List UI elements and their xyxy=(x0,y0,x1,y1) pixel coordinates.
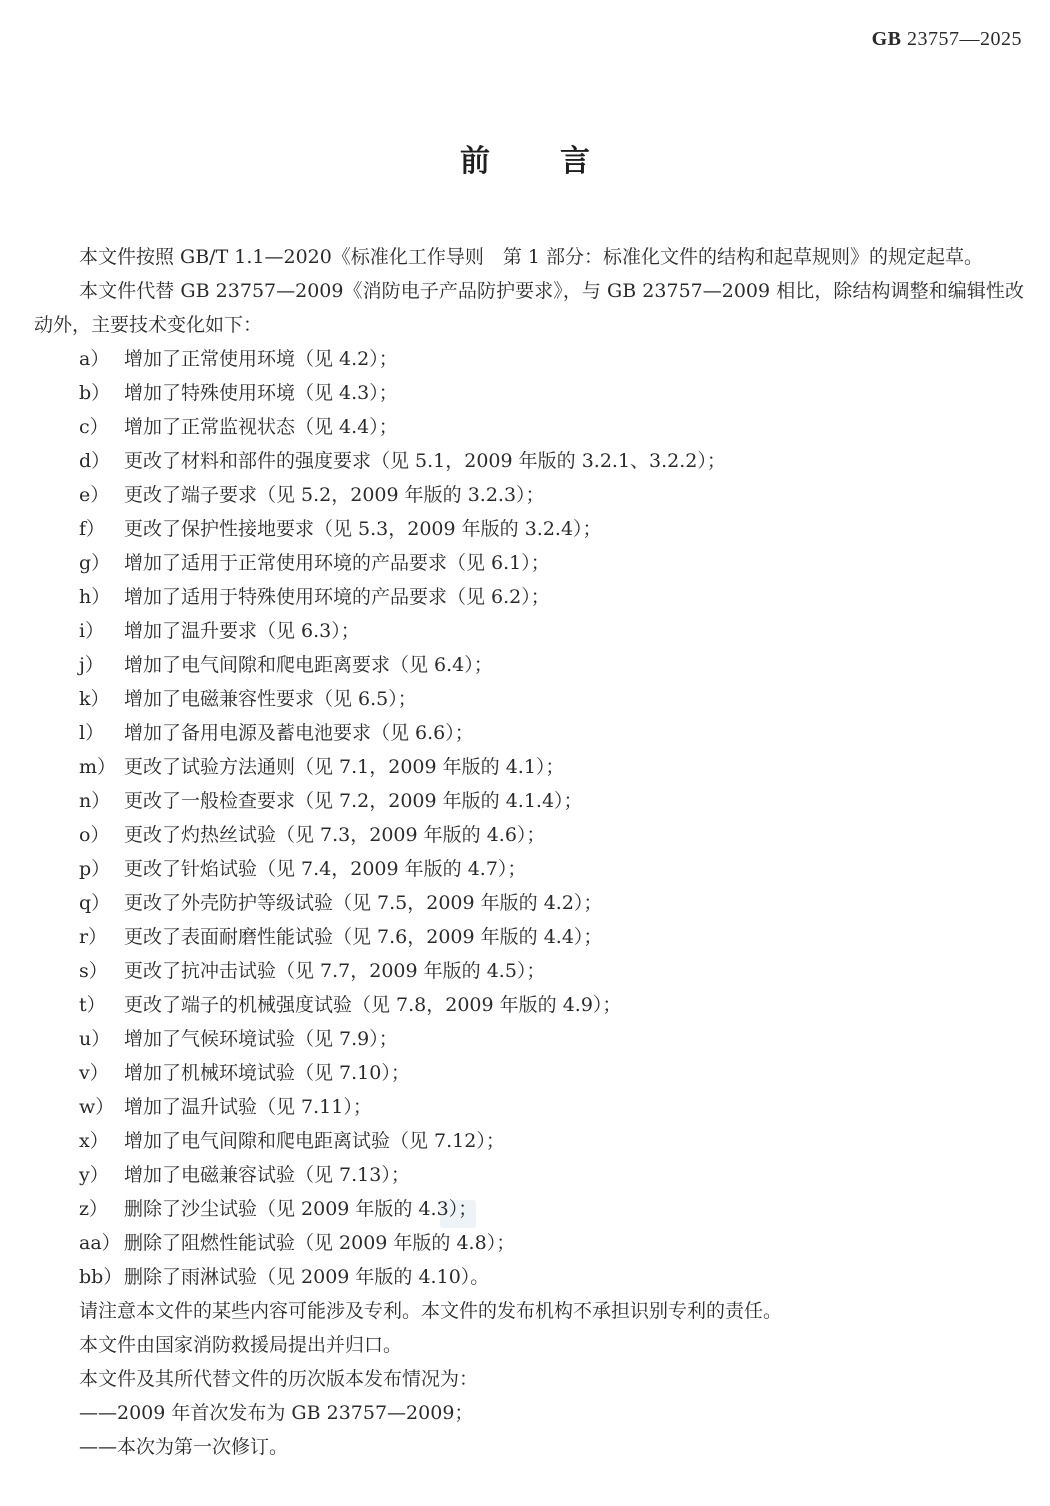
version-history-item: ——2009 年首次发布为 GB 23757—2009； xyxy=(79,1402,474,1424)
list-item xyxy=(79,342,1024,376)
list-item-marker: t） xyxy=(79,994,106,1016)
list-item-marker: y） xyxy=(79,1164,109,1186)
list-item-text: 增加了适用于正常使用环境的产品要求（见 6.1）； xyxy=(124,552,550,574)
list-item-text: 增加了备用电源及蓄电池要求（见 6.6）； xyxy=(124,722,474,744)
list-item-marker: m） xyxy=(79,756,117,778)
list-item-marker: h） xyxy=(79,586,111,608)
list-item-marker: l） xyxy=(79,722,105,744)
list-item-marker: f） xyxy=(79,518,106,540)
list-item xyxy=(79,818,1024,852)
list-item-text: 更改了试验方法通则（见 7.1，2009 年版的 4.1）； xyxy=(124,756,565,778)
list-item xyxy=(79,954,1024,988)
list-item xyxy=(79,410,1024,444)
list-item-text: 更改了表面耐磨性能试验（见 7.6，2009 年版的 4.4）； xyxy=(124,926,603,948)
list-item-text: 更改了外壳防护等级试验（见 7.5，2009 年版的 4.2）； xyxy=(124,892,603,914)
list-item xyxy=(79,546,1024,580)
list-item-text: 增加了电磁兼容性要求（见 6.5）； xyxy=(124,688,417,710)
version-history-item: ——本次为第一次修订。 xyxy=(79,1436,289,1458)
list-item-text: 更改了灼热丝试验（见 7.3，2009 年版的 4.6）； xyxy=(124,824,546,846)
list-item xyxy=(79,444,1024,478)
list-item-text: 更改了抗冲击试验（见 7.7，2009 年版的 4.5）； xyxy=(124,960,546,982)
list-item-marker: n） xyxy=(79,790,111,812)
list-item xyxy=(79,1056,1024,1090)
list-item-text: 更改了一般检查要求（见 7.2，2009 年版的 4.1.4）； xyxy=(124,790,583,812)
list-item-text: 增加了适用于特殊使用环境的产品要求（见 6.2）； xyxy=(124,586,550,608)
list-item-marker: c） xyxy=(79,416,109,438)
list-item xyxy=(79,716,1024,750)
list-item-marker: u） xyxy=(79,1028,111,1050)
list-item xyxy=(79,614,1024,648)
list-item xyxy=(79,376,1024,410)
list-item-marker: b） xyxy=(79,382,111,404)
list-item xyxy=(79,1226,1024,1260)
list-item xyxy=(79,1158,1024,1192)
list-item-text: 更改了材料和部件的强度要求（见 5.1，2009 年版的 3.2.1、3.2.2）； xyxy=(124,450,726,472)
list-item-text: 增加了正常监视状态（见 4.4）； xyxy=(124,416,398,438)
list-item-text: 增加了温升试验（见 7.11）； xyxy=(124,1096,372,1118)
version-history-heading: 本文件及其所代替文件的历次版本发布情况为： xyxy=(79,1368,479,1390)
standard-code: 23757—2025 xyxy=(907,28,1022,50)
list-item xyxy=(79,988,1024,1022)
list-item-text: 更改了保护性接地要求（见 5.3，2009 年版的 3.2.4）； xyxy=(124,518,602,540)
standard-number xyxy=(872,28,1022,51)
standard-prefix: GB xyxy=(871,28,902,50)
list-item-marker: e） xyxy=(79,484,110,506)
list-item-marker: w） xyxy=(79,1096,115,1118)
list-item-marker: v） xyxy=(79,1062,109,1084)
intro-paragraph-replacement: 本文件代替 GB 23757—2009《消防电子产品防护要求》，与 GB 23757—2009 相比，除结构调整和编辑性改动外，主要技术变化如下： xyxy=(34,280,1024,336)
proposer-statement: 本文件由国家消防救援局提出并归口。 xyxy=(79,1334,403,1356)
document-body xyxy=(34,240,1024,1464)
list-item-text: 更改了针焰试验（见 7.4，2009 年版的 4.7）； xyxy=(124,858,527,880)
list-item-text: 删除了雨淋试验（见 2009 年版的 4.10）。 xyxy=(124,1266,490,1288)
list-item-text: 增加了温升要求（见 6.3）； xyxy=(124,620,360,642)
list-item xyxy=(79,886,1024,920)
list-item-marker: q） xyxy=(79,892,111,914)
list-item-marker: r） xyxy=(79,926,108,948)
list-item-marker: aa） xyxy=(79,1232,121,1254)
list-item-text: 更改了端子要求（见 5.2，2009 年版的 3.2.3）； xyxy=(124,484,545,506)
list-item-text: 增加了气候环境试验（见 7.9）； xyxy=(124,1028,398,1050)
page-title: 前言 xyxy=(460,144,660,179)
list-item-text: 删除了阻燃性能试验（见 2009 年版的 4.8）； xyxy=(124,1232,516,1254)
list-item-marker: a） xyxy=(79,348,110,370)
list-item-text: 增加了特殊使用环境（见 4.3）； xyxy=(124,382,398,404)
patent-notice: 请注意本文件的某些内容可能涉及专利。本文件的发布机构不承担识别专利的责任。 xyxy=(79,1300,783,1322)
list-item-marker: o） xyxy=(79,824,110,846)
list-item xyxy=(79,682,1024,716)
list-item-marker: s） xyxy=(79,960,108,982)
list-item-marker: g） xyxy=(79,552,111,574)
list-item xyxy=(79,1090,1024,1124)
list-item xyxy=(79,580,1024,614)
list-item-text: 增加了电气间隙和爬电距离要求（见 6.4）； xyxy=(124,654,493,676)
list-item-marker: j） xyxy=(79,654,104,676)
list-item xyxy=(79,1022,1024,1056)
list-item xyxy=(79,1192,1024,1226)
list-item-text: 增加了电气间隙和爬电距离试验（见 7.12）； xyxy=(124,1130,505,1152)
list-item-text: 删除了沙尘试验（见 2009 年版的 4.3）； xyxy=(124,1198,478,1220)
technical-changes-list xyxy=(34,342,1024,1294)
list-item xyxy=(79,852,1024,886)
list-item-marker: bb） xyxy=(79,1266,123,1288)
list-item xyxy=(79,784,1024,818)
list-item xyxy=(79,478,1024,512)
list-item-marker: d） xyxy=(79,450,111,472)
list-item-text: 更改了端子的机械强度试验（见 7.8，2009 年版的 4.9）； xyxy=(124,994,622,1016)
list-item-text: 增加了正常使用环境（见 4.2）； xyxy=(124,348,398,370)
list-item-marker: k） xyxy=(79,688,110,710)
list-item xyxy=(79,512,1024,546)
list-item-marker: p） xyxy=(79,858,111,880)
list-item-marker: z） xyxy=(79,1198,109,1220)
list-item-marker: x） xyxy=(79,1130,109,1152)
list-item xyxy=(79,1260,1024,1294)
list-item xyxy=(79,648,1024,682)
list-item-text: 增加了机械环境试验（见 7.10）； xyxy=(124,1062,410,1084)
list-item-marker: i） xyxy=(79,620,105,642)
list-item-text: 增加了电磁兼容试验（见 7.13）； xyxy=(124,1164,410,1186)
intro-paragraph-drafting-rules: 本文件按照 GB/T 1.1—2020《标准化工作导则 第 1 部分：标准化文件的结构和起草规则》的规定起草。 xyxy=(79,246,984,268)
list-item xyxy=(79,1124,1024,1158)
list-item xyxy=(79,920,1024,954)
list-item xyxy=(79,750,1024,784)
